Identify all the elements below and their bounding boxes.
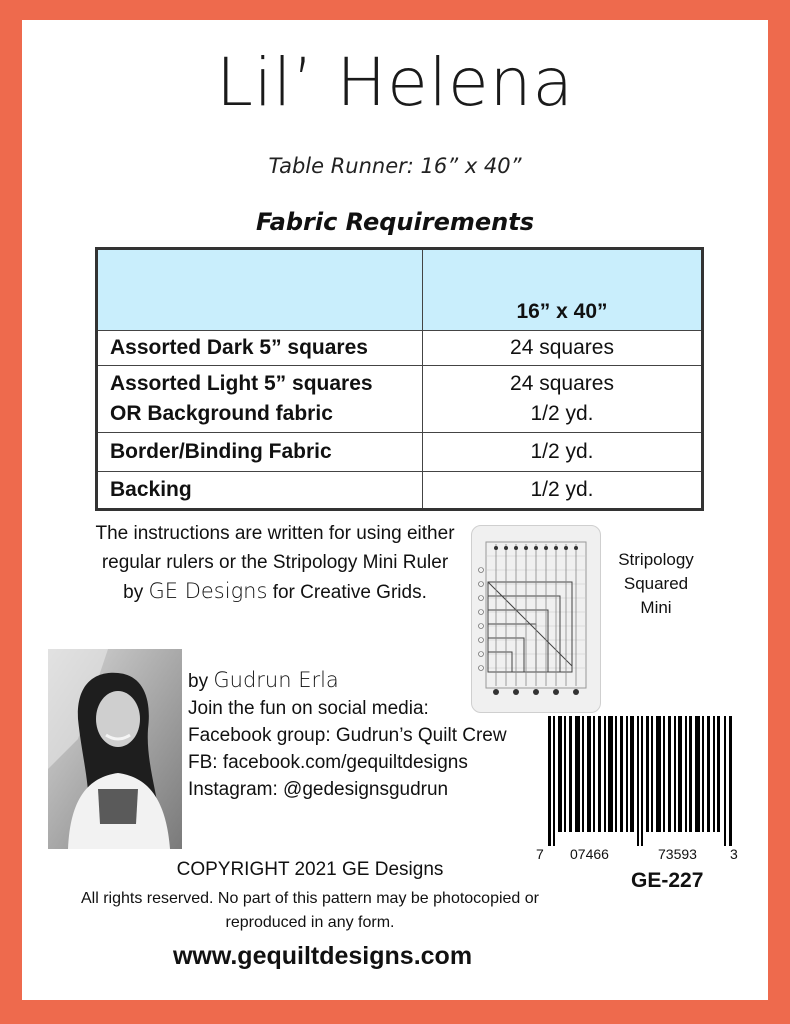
ge-designs-brand: GE Designs	[148, 579, 268, 603]
instructions-line: regular rulers or the Stripology Mini Ruler	[101, 552, 449, 573]
barcode-digit: 73593	[658, 846, 697, 862]
ruler-caption-line: Mini	[640, 598, 672, 617]
author-line: Facebook group: Gudrun’s Quilt Crew	[188, 725, 507, 746]
barcode	[548, 716, 734, 846]
table-cell-value-line: 24 squares	[510, 372, 614, 395]
ruler-caption-line: Squared	[623, 574, 689, 593]
table-row	[97, 472, 703, 510]
table-header-size: 16” x 40”	[423, 249, 703, 331]
table-cell-label: Assorted Dark 5” squares	[97, 331, 423, 366]
website-link[interactable]: www.gequiltdesigns.com	[172, 942, 473, 970]
table-cell-label	[97, 366, 423, 433]
table-header-row	[97, 249, 703, 331]
instructions-line	[80, 577, 470, 607]
ruler-caption-line: Stripology	[618, 550, 694, 569]
table-cell-value-line: 1/2 yd.	[530, 402, 594, 425]
author-name: Gudrun Erla	[213, 668, 339, 692]
barcode-digit: 3	[730, 846, 738, 862]
fabric-requirements-table	[95, 247, 704, 511]
ruler-caption	[606, 548, 706, 620]
barcode-digit: 07466	[570, 846, 609, 862]
author-line: Join the fun on social media:	[188, 698, 429, 719]
table-row	[97, 331, 703, 366]
instructions-by: by	[123, 582, 144, 603]
barcode-digit: 7	[536, 846, 544, 862]
instructions-suffix: for Creative Grids.	[272, 582, 427, 603]
table-cell-value: 24 squares	[423, 331, 703, 366]
table-cell-value: 1/2 yd.	[423, 433, 703, 472]
author-line: Instagram: @gedesignsgudrun	[188, 779, 449, 800]
author-portrait	[48, 649, 182, 849]
table-cell-label-line: OR Background fabric	[110, 402, 333, 425]
fabric-requirements-heading: Fabric Requirements	[256, 208, 534, 236]
rights-line: reproduced in any form.	[225, 914, 395, 931]
rights-notice	[60, 887, 560, 935]
table-header-label	[97, 249, 423, 331]
table-row	[97, 366, 703, 433]
table-cell-label: Border/Binding Fabric	[97, 433, 423, 472]
author-photo	[48, 649, 182, 849]
pattern-title: Lil’ Helena	[216, 44, 574, 121]
author-line: FB: facebook.com/gequiltdesigns	[188, 752, 468, 773]
instructions-note	[80, 519, 470, 607]
copyright: COPYRIGHT 2021 GE Designs	[176, 859, 444, 880]
table-cell-label-line: Assorted Light 5” squares	[110, 372, 373, 395]
table-cell-label: Backing	[97, 472, 423, 510]
table-cell-value	[423, 366, 703, 433]
pattern-sku: GE-227	[631, 869, 704, 892]
rights-line: All rights reserved. No part of this pattern may be photocopied or	[80, 890, 539, 907]
author-info	[188, 667, 507, 803]
instructions-line: The instructions are written for using either	[95, 523, 455, 544]
author-byline	[188, 667, 507, 695]
table-row	[97, 433, 703, 472]
table-cell-value: 1/2 yd.	[423, 472, 703, 510]
pattern-subtitle: Table Runner: 16” x 40”	[268, 154, 522, 178]
author-by: by	[188, 671, 209, 692]
